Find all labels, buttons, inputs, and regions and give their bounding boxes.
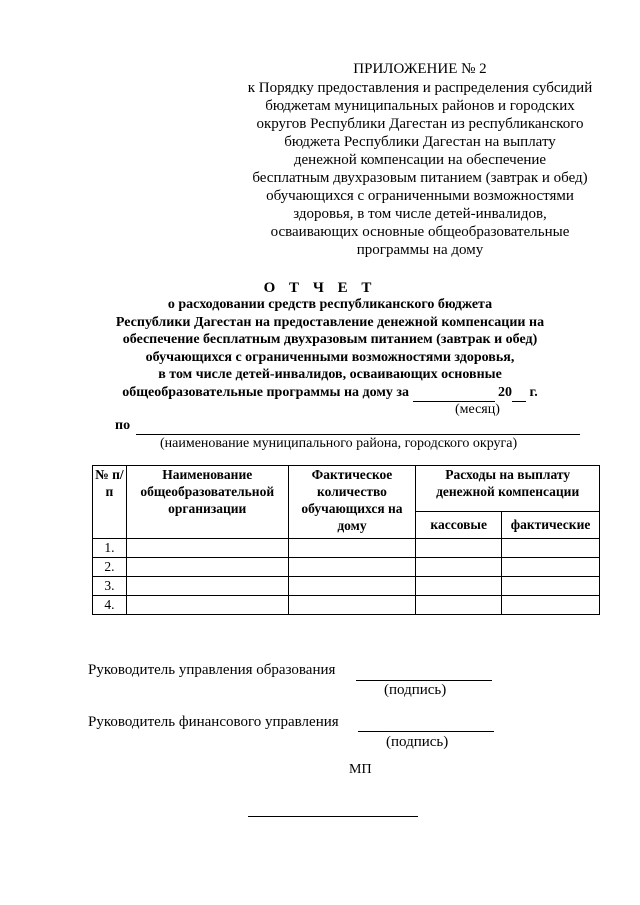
col-header-org: Наименование общеобразовательной организации bbox=[126, 466, 288, 539]
row-num: 1. bbox=[93, 539, 127, 558]
appendix-line: округов Республики Дагестан из республиканского bbox=[256, 116, 584, 132]
table-row bbox=[93, 558, 600, 577]
education-head-label: Руководитель управления образования bbox=[88, 662, 336, 678]
appendix-header bbox=[230, 60, 610, 259]
appendix-line: обучающихся с ограниченными возможностями bbox=[266, 188, 574, 204]
education-head-signature-caption: (подпись) bbox=[384, 682, 447, 698]
col-header-cash: кассовые bbox=[416, 511, 502, 538]
row-count-cell[interactable] bbox=[288, 558, 416, 577]
report-title: О Т Ч Е Т bbox=[263, 280, 377, 296]
report-line: в том числе детей-инвалидов, осваивающих основные bbox=[158, 367, 502, 382]
row-num: 3. bbox=[93, 577, 127, 596]
row-num: 2. bbox=[93, 558, 127, 577]
report-line: обучающихся с ограниченными возможностями здоровья, bbox=[145, 349, 515, 365]
report-line: обеспечение бесплатным двухразовым питанием (завтрак и обед) bbox=[122, 332, 538, 347]
year-blank[interactable] bbox=[512, 384, 526, 403]
appendix-line: денежной компенсации на обеспечение bbox=[293, 152, 547, 168]
col-header-actual: фактические bbox=[502, 511, 600, 538]
row-count-cell[interactable] bbox=[288, 577, 416, 596]
month-blank[interactable] bbox=[413, 384, 495, 403]
appendix-line: программы на дому bbox=[356, 242, 484, 258]
appendix-line: бесплатным двухразовым питанием (завтрак и обед) bbox=[252, 170, 588, 186]
row-num: 4. bbox=[93, 596, 127, 615]
year-suffix: г. bbox=[529, 384, 538, 400]
col-header-count: Фактическое количество обучающихся на дому bbox=[288, 466, 416, 539]
row-actual-cell[interactable] bbox=[502, 539, 600, 558]
row-actual-cell[interactable] bbox=[502, 596, 600, 615]
month-caption: (месяц) bbox=[455, 402, 500, 417]
appendix-line: здоровья, в том числе детей-инвалидов, bbox=[293, 206, 547, 222]
row-cash-cell[interactable] bbox=[416, 558, 502, 577]
table-row bbox=[93, 596, 600, 615]
po-blank-line[interactable] bbox=[136, 434, 580, 435]
report-period-line bbox=[80, 384, 580, 403]
report-subtitle bbox=[80, 296, 580, 402]
col-header-num: № п/п bbox=[93, 466, 127, 539]
table-row bbox=[93, 577, 600, 596]
finance-head-signature-line[interactable] bbox=[358, 731, 494, 732]
appendix-title: ПРИЛОЖЕНИЕ № 2 bbox=[353, 61, 487, 77]
col-header-expenses: Расходы на выплату денежной компенсации bbox=[416, 466, 600, 512]
appendix-line: к Порядку предоставления и распределения субсидий bbox=[247, 80, 593, 96]
stamp-label: МП bbox=[349, 762, 372, 777]
row-cash-cell[interactable] bbox=[416, 539, 502, 558]
finance-head-signature-caption: (подпись) bbox=[386, 734, 449, 750]
row-count-cell[interactable] bbox=[288, 539, 416, 558]
education-head-signature-line[interactable] bbox=[356, 680, 492, 681]
po-label: по bbox=[115, 418, 131, 433]
report-period-prefix: общеобразовательные программы на дому за bbox=[122, 384, 410, 400]
bottom-divider bbox=[248, 816, 418, 817]
row-actual-cell[interactable] bbox=[502, 558, 600, 577]
appendix-line: бюджета Республики Дагестан на выплату bbox=[284, 134, 556, 150]
appendix-line: осваивающих основные общеобразовательные bbox=[270, 224, 570, 240]
appendix-line: бюджетам муниципальных районов и городских bbox=[265, 98, 575, 114]
row-org-cell[interactable] bbox=[126, 577, 288, 596]
row-cash-cell[interactable] bbox=[416, 577, 502, 596]
table-row bbox=[93, 539, 600, 558]
row-org-cell[interactable] bbox=[126, 539, 288, 558]
row-org-cell[interactable] bbox=[126, 558, 288, 577]
report-line: Республики Дагестан на предоставление денежной компенсации на bbox=[115, 314, 545, 330]
report-table bbox=[92, 465, 600, 615]
row-actual-cell[interactable] bbox=[502, 577, 600, 596]
row-cash-cell[interactable] bbox=[416, 596, 502, 615]
report-line: о расходовании средств республиканского бюджета bbox=[167, 297, 493, 312]
po-caption: (наименование муниципального района, городского округа) bbox=[160, 436, 518, 451]
year-prefix: 20 bbox=[498, 384, 513, 400]
finance-head-label: Руководитель финансового управления bbox=[88, 714, 339, 730]
row-count-cell[interactable] bbox=[288, 596, 416, 615]
row-org-cell[interactable] bbox=[126, 596, 288, 615]
